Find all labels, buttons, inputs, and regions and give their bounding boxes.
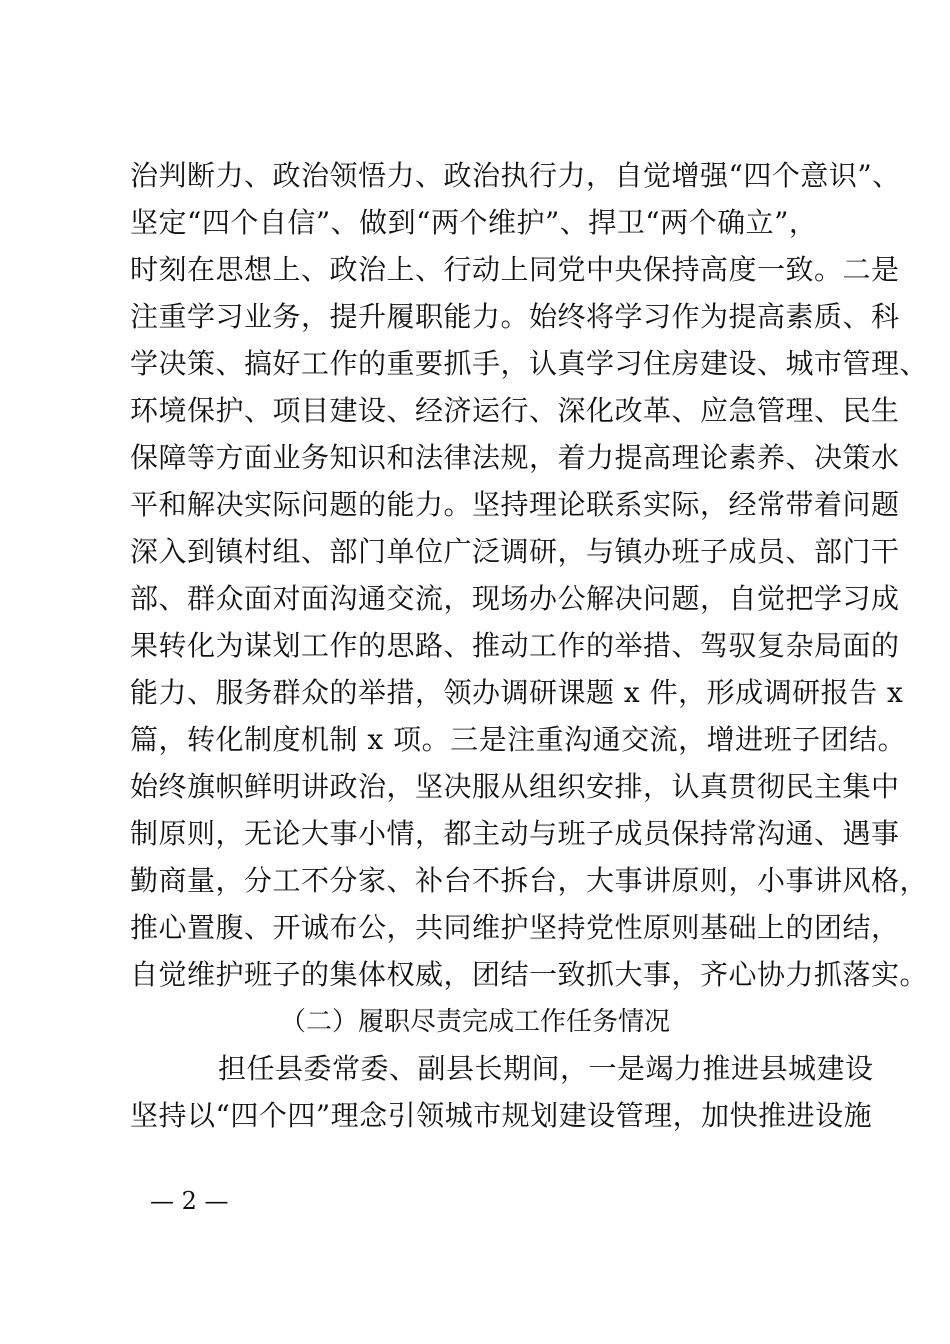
body-line: 环境保护、项目建设、经济运行、深化改革、应急管理、民生 <box>130 394 900 427</box>
body-line: 坚定“四个自信”、做到“两个维护”、捍卫“两个确立”， <box>130 206 818 239</box>
body-line: 治判断力、政治领悟力、政治执行力，自觉增强“四个意识”、 <box>130 159 901 192</box>
body-line: 推心置腹、开诚布公，共同维护坚持党性原则基础上的团结， <box>130 911 900 944</box>
paragraph-first-line: 担任县委常委、副县长期间，一是竭力推进县城建设 <box>218 1052 874 1085</box>
body-line: 坚持以“四个四”理念引领城市规划建设管理，加快推进设施 <box>130 1099 873 1132</box>
body-line: 平和解决实际问题的能力。坚持理论联系实际，经常带着问题 <box>130 488 900 521</box>
body-line: 果转化为谋划工作的思路、推动工作的举措、驾驭复杂局面的 <box>130 629 900 662</box>
body-line: 自觉维护班子的集体权威，团结一致抓大事，齐心协力抓落实。 <box>130 958 929 991</box>
body-line: 保障等方面业务知识和法律法规，着力提高理论素养、决策水 <box>130 441 900 474</box>
page-number: — 2 — <box>150 1187 229 1215</box>
body-line: 学决策、搞好工作的重要抓手，认真学习住房建设、城市管理、 <box>130 347 929 380</box>
body-line: 能力、服务群众的举措，领办调研课题 x 件，形成调研报告 x <box>130 676 904 709</box>
body-line: 制原则，无论大事小情，都主动与班子成员保持常沟通、遇事 <box>130 817 900 850</box>
body-line: 部、群众面对面沟通交流，现场办公解决问题，自觉把学习成 <box>130 582 900 615</box>
body-line: 深入到镇村组、部门单位广泛调研，与镇办班子成员、部门干 <box>130 535 900 568</box>
body-line: 勤商量，分工不分家、补台不拆台，大事讲原则，小事讲风格， <box>130 864 929 897</box>
body-line: 注重学习业务，提升履职能力。始终将学习作为提高素质、科 <box>130 300 900 333</box>
body-line: 时刻在思想上、政治上、行动上同党中央保持高度一致。二是 <box>130 253 900 286</box>
body-line: 始终旗帜鲜明讲政治，坚决服从组织安排，认真贯彻民主集中 <box>130 770 900 803</box>
body-line: 篇，转化制度机制 x 项。三是注重沟通交流，增进班子团结。 <box>130 723 907 756</box>
section-heading: （二）履职尽责完成工作任务情况 <box>279 1007 670 1037</box>
